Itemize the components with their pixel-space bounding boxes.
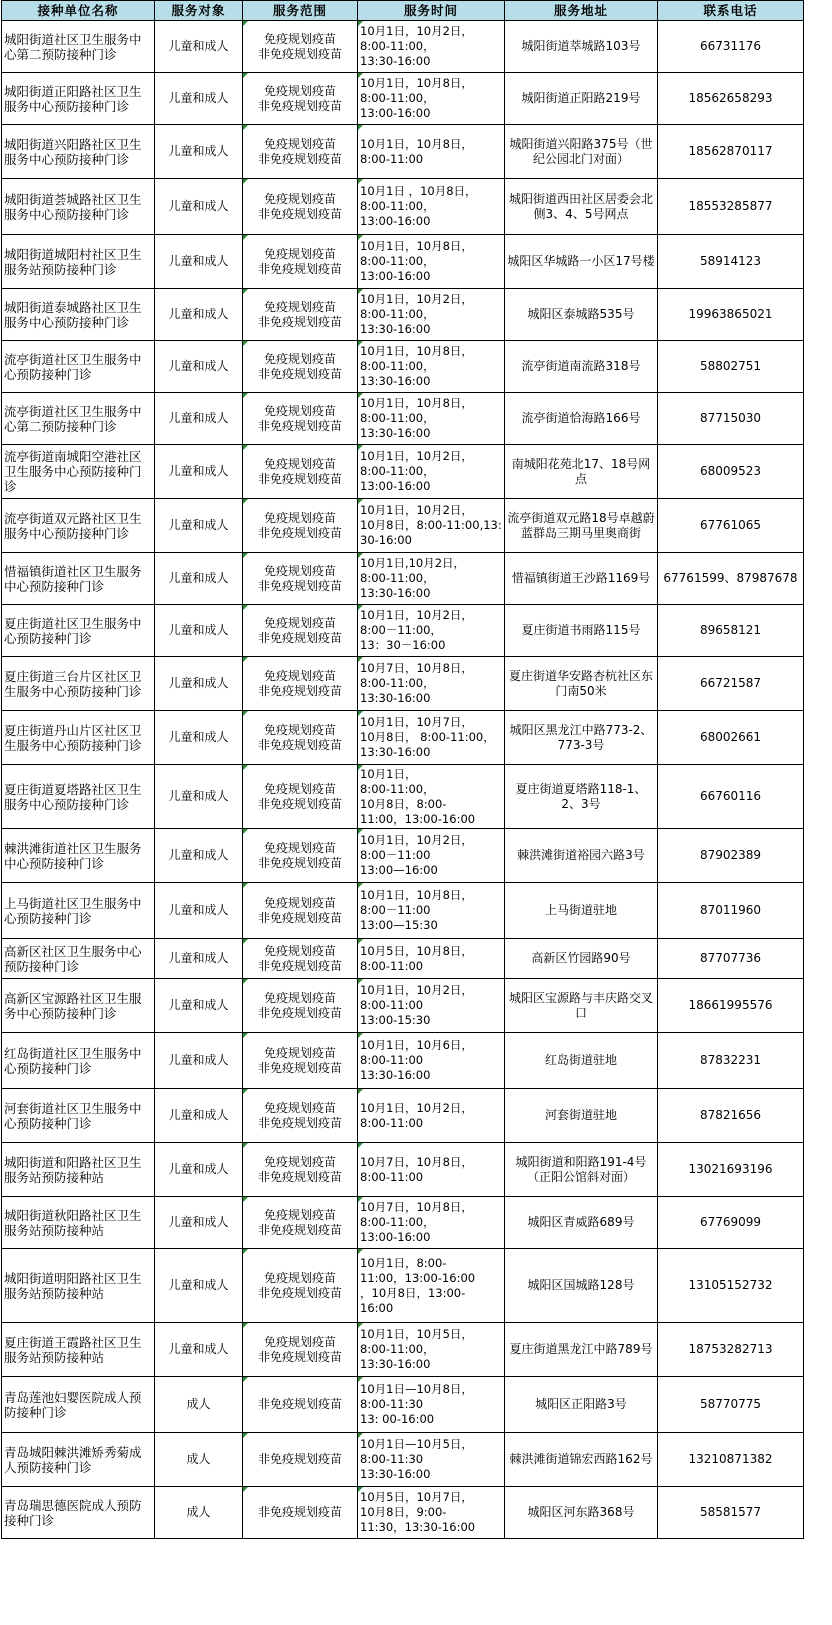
table-row [2, 125, 804, 179]
cell-contact-phone: 66721587 [658, 657, 804, 711]
cell-unit-name: 棘洪滩街道社区卫生服务中心预防接种门诊 [2, 829, 155, 883]
cell-service-target: 儿童和成人 [155, 765, 243, 829]
cell-service-target: 儿童和成人 [155, 341, 243, 393]
cell-service-time: 10月1日 ，10月8日， 8:00-11:00， 13:00-16:00 [358, 179, 505, 235]
cell-service-time: 10月1日，10月8日， 8:00-11:00， 13:30-16:00 [358, 393, 505, 445]
cell-service-address: 棘洪滩街道裕园六路3号 [505, 829, 658, 883]
cell-service-address: 红岛街道驻地 [505, 1033, 658, 1089]
cell-contact-phone: 87707736 [658, 939, 804, 979]
table-row [2, 1323, 804, 1377]
table-row [2, 979, 804, 1033]
cell-service-time: 10月1日，10月2日， 8:00-11:00 [358, 1089, 505, 1143]
cell-service-address: 城阳区青威路689号 [505, 1197, 658, 1249]
cell-service-scope: 免疫规划疫苗 非免疫规划疫苗 [243, 1323, 358, 1377]
cell-service-time: 10月1日，10月2日， 8:00-11:00 13:00-15:30 [358, 979, 505, 1033]
cell-unit-name: 夏庄街道丹山片区社区卫生服务中心预防接种门诊 [2, 711, 155, 765]
cell-contact-phone: 67769099 [658, 1197, 804, 1249]
cell-unit-name: 夏庄街道社区卫生服务中心预防接种门诊 [2, 605, 155, 657]
table-row [2, 1433, 804, 1487]
cell-service-target: 儿童和成人 [155, 73, 243, 125]
cell-unit-name: 城阳街道泰城路社区卫生服务中心预防接种门诊 [2, 289, 155, 341]
cell-unit-name: 城阳街道城阳村社区卫生服务站预防接种门诊 [2, 235, 155, 289]
cell-service-address: 河套街道驻地 [505, 1089, 658, 1143]
header-address: 服务地址 [505, 1, 658, 21]
cell-unit-name: 流亭街道社区卫生服务中心第二预防接种门诊 [2, 393, 155, 445]
cell-contact-phone: 18661995576 [658, 979, 804, 1033]
cell-service-scope: 免疫规划疫苗 非免疫规划疫苗 [243, 829, 358, 883]
cell-service-scope: 免疫规划疫苗 非免疫规划疫苗 [243, 1197, 358, 1249]
cell-service-time: 10月1日，10月8日， 8:00-11:00， 13:00-16:00 [358, 73, 505, 125]
header-time: 服务时间 [358, 1, 505, 21]
cell-service-address: 城阳区宝源路与丰庆路交叉口 [505, 979, 658, 1033]
cell-service-target: 儿童和成人 [155, 657, 243, 711]
cell-service-address: 城阳区正阳路3号 [505, 1377, 658, 1433]
cell-unit-name: 城阳街道明阳路社区卫生服务站预防接种站 [2, 1249, 155, 1323]
cell-service-address: 棘洪滩街道锦宏西路162号 [505, 1433, 658, 1487]
cell-service-time: 10月1日，8:00- 11:00，13:00-16:00 ，10月8日，13:00- 16:00 [358, 1249, 505, 1323]
cell-service-time: 10月1日,10月2日， 8:00-11:00， 13:30-16:00 [358, 553, 505, 605]
cell-contact-phone: 87832231 [658, 1033, 804, 1089]
table-row [2, 179, 804, 235]
cell-unit-name: 城阳街道秋阳路社区卫生服务站预防接种站 [2, 1197, 155, 1249]
cell-contact-phone: 68002661 [658, 711, 804, 765]
cell-service-scope: 免疫规划疫苗 非免疫规划疫苗 [243, 553, 358, 605]
cell-service-target: 成人 [155, 1377, 243, 1433]
table-body [2, 21, 804, 1539]
cell-contact-phone: 18553285877 [658, 179, 804, 235]
cell-service-address: 夏庄街道黑龙江中路789号 [505, 1323, 658, 1377]
table-row [2, 21, 804, 73]
cell-service-target: 儿童和成人 [155, 1249, 243, 1323]
cell-service-address: 城阳区河东路368号 [505, 1487, 658, 1539]
cell-contact-phone: 67761599、87987678 [658, 553, 804, 605]
cell-service-target: 儿童和成人 [155, 605, 243, 657]
cell-service-time: 10月1日，10月2日， 10月8日，8:00-11:00,13:30-16:00 [358, 499, 505, 553]
cell-service-address: 流亭街道恰海路166号 [505, 393, 658, 445]
cell-service-target: 儿童和成人 [155, 553, 243, 605]
cell-service-target: 儿童和成人 [155, 711, 243, 765]
cell-service-address: 夏庄街道书雨路115号 [505, 605, 658, 657]
cell-unit-name: 青岛城阳棘洪滩矫秀菊成人预防接种门诊 [2, 1433, 155, 1487]
cell-service-scope: 免疫规划疫苗 非免疫规划疫苗 [243, 73, 358, 125]
cell-service-address: 城阳街道和阳路191-4号（正阳公馆斜对面） [505, 1143, 658, 1197]
cell-service-address: 惜福镇街道王沙路1169号 [505, 553, 658, 605]
cell-service-scope: 免疫规划疫苗 非免疫规划疫苗 [243, 1143, 358, 1197]
cell-service-address: 南城阳花苑北17、18号网点 [505, 445, 658, 499]
cell-service-address: 上马街道驻地 [505, 883, 658, 939]
cell-service-scope: 非免疫规划疫苗 [243, 1377, 358, 1433]
cell-unit-name: 城阳街道和阳路社区卫生服务站预防接种站 [2, 1143, 155, 1197]
header-scope: 服务范围 [243, 1, 358, 21]
cell-service-target: 儿童和成人 [155, 499, 243, 553]
cell-service-time: 10月1日， 8:00-11:00， 10月8日，8:00- 11:00，13:00-16:00 [358, 765, 505, 829]
cell-contact-phone: 58770775 [658, 1377, 804, 1433]
cell-service-target: 儿童和成人 [155, 21, 243, 73]
cell-contact-phone: 18562870117 [658, 125, 804, 179]
table-row [2, 1033, 804, 1089]
cell-service-address: 城阳街道正阳路219号 [505, 73, 658, 125]
cell-unit-name: 城阳街道社区卫生服务中心第二预防接种门诊 [2, 21, 155, 73]
table-row [2, 289, 804, 341]
cell-unit-name: 青岛瑞思德医院成人预防接种门诊 [2, 1487, 155, 1539]
cell-service-time: 10月1日，10月8日， 8:00-11:00， 13:30-16:00 [358, 341, 505, 393]
cell-contact-phone: 66760116 [658, 765, 804, 829]
cell-service-scope: 免疫规划疫苗 非免疫规划疫苗 [243, 765, 358, 829]
cell-service-target: 儿童和成人 [155, 829, 243, 883]
cell-service-address: 夏庄街道夏塔路118-1、2、3号 [505, 765, 658, 829]
table-row [2, 765, 804, 829]
table-row [2, 499, 804, 553]
header-name: 接种单位名称 [2, 1, 155, 21]
cell-service-scope: 免疫规划疫苗 非免疫规划疫苗 [243, 445, 358, 499]
cell-unit-name: 流亭街道双元路社区卫生服务中心预防接种门诊 [2, 499, 155, 553]
table-row [2, 73, 804, 125]
cell-contact-phone: 19963865021 [658, 289, 804, 341]
table-row [2, 1089, 804, 1143]
cell-contact-phone: 58581577 [658, 1487, 804, 1539]
cell-service-target: 儿童和成人 [155, 1197, 243, 1249]
cell-contact-phone: 87821656 [658, 1089, 804, 1143]
cell-contact-phone: 18562658293 [658, 73, 804, 125]
cell-service-time: 10月1日—10月5日， 8:00-11:30 13:30-16:00 [358, 1433, 505, 1487]
cell-service-scope: 免疫规划疫苗 非免疫规划疫苗 [243, 393, 358, 445]
cell-unit-name: 城阳街道兴阳路社区卫生服务中心预防接种门诊 [2, 125, 155, 179]
cell-service-scope: 免疫规划疫苗 非免疫规划疫苗 [243, 1033, 358, 1089]
cell-unit-name: 高新区社区卫生服务中心预防接种门诊 [2, 939, 155, 979]
cell-unit-name: 上马街道社区卫生服务中心预防接种门诊 [2, 883, 155, 939]
cell-unit-name: 流亭街道南城阳空港社区卫生服务中心预防接种门诊 [2, 445, 155, 499]
cell-contact-phone: 68009523 [658, 445, 804, 499]
cell-service-target: 儿童和成人 [155, 289, 243, 341]
cell-service-address: 城阳街道兴阳路375号（世纪公园北门对面） [505, 125, 658, 179]
cell-unit-name: 高新区宝源路社区卫生服务中心预防接种门诊 [2, 979, 155, 1033]
table-row [2, 1377, 804, 1433]
cell-unit-name: 河套街道社区卫生服务中心预防接种门诊 [2, 1089, 155, 1143]
cell-service-target: 成人 [155, 1487, 243, 1539]
cell-service-target: 儿童和成人 [155, 1089, 243, 1143]
cell-service-scope: 免疫规划疫苗 非免疫规划疫苗 [243, 657, 358, 711]
table-row [2, 711, 804, 765]
cell-unit-name: 红岛街道社区卫生服务中心预防接种门诊 [2, 1033, 155, 1089]
cell-service-address: 流亭街道双元路18号卓越蔚蓝群岛三期马里奥商街 [505, 499, 658, 553]
table-row [2, 657, 804, 711]
cell-service-target: 儿童和成人 [155, 1143, 243, 1197]
cell-service-time: 10月7日，10月8日， 8:00-11:00， 13:00-16:00 [358, 1197, 505, 1249]
cell-service-scope: 免疫规划疫苗 非免疫规划疫苗 [243, 1089, 358, 1143]
cell-service-scope: 免疫规划疫苗 非免疫规划疫苗 [243, 499, 358, 553]
table-row [2, 605, 804, 657]
table-row [2, 445, 804, 499]
cell-service-target: 儿童和成人 [155, 1323, 243, 1377]
cell-service-target: 儿童和成人 [155, 445, 243, 499]
cell-contact-phone: 13210871382 [658, 1433, 804, 1487]
cell-service-address: 城阳区泰城路535号 [505, 289, 658, 341]
cell-service-address: 夏庄街道华安路杏杭社区东门南50米 [505, 657, 658, 711]
cell-contact-phone: 13105152732 [658, 1249, 804, 1323]
cell-contact-phone: 67761065 [658, 499, 804, 553]
cell-service-target: 儿童和成人 [155, 125, 243, 179]
cell-service-time: 10月7日，10月8日， 8:00-11:00 [358, 1143, 505, 1197]
cell-service-scope: 非免疫规划疫苗 [243, 1487, 358, 1539]
cell-service-target: 儿童和成人 [155, 179, 243, 235]
cell-contact-phone: 87011960 [658, 883, 804, 939]
table-row [2, 341, 804, 393]
cell-service-time: 10月1日，10月2日， 8:00-11:00， 13:30-16:00 [358, 21, 505, 73]
cell-contact-phone: 58914123 [658, 235, 804, 289]
cell-service-address: 城阳区黑龙江中路773-2、773-3号 [505, 711, 658, 765]
cell-contact-phone: 66731176 [658, 21, 804, 73]
table-row [2, 1249, 804, 1323]
cell-service-address: 城阳区华城路一小区17号楼 [505, 235, 658, 289]
cell-service-time: 10月1日，10月8日， 8:00-11:00 [358, 125, 505, 179]
cell-service-address: 流亭街道南流路318号 [505, 341, 658, 393]
table-row [2, 939, 804, 979]
cell-service-scope: 免疫规划疫苗 非免疫规划疫苗 [243, 341, 358, 393]
cell-service-scope: 免疫规划疫苗 非免疫规划疫苗 [243, 179, 358, 235]
cell-contact-phone: 58802751 [658, 341, 804, 393]
cell-service-time: 10月1日，10月2日， 8:00－11:00， 13：30－16:00 [358, 605, 505, 657]
table-row [2, 1143, 804, 1197]
cell-unit-name: 城阳街道正阳路社区卫生服务中心预防接种门诊 [2, 73, 155, 125]
cell-service-time: 10月1日，10月7日， 10月8日， 8:00-11:00，13:30-16:00 [358, 711, 505, 765]
cell-service-scope: 免疫规划疫苗 非免疫规划疫苗 [243, 1249, 358, 1323]
cell-contact-phone: 13021693196 [658, 1143, 804, 1197]
cell-service-time: 10月1日，10月2日， 8:00－11:00 13:00—16:00 [358, 829, 505, 883]
cell-service-target: 儿童和成人 [155, 883, 243, 939]
cell-contact-phone: 89658121 [658, 605, 804, 657]
table-row [2, 1197, 804, 1249]
cell-service-target: 成人 [155, 1433, 243, 1487]
cell-service-target: 儿童和成人 [155, 939, 243, 979]
cell-service-time: 10月1日，10月5日， 8:00-11:00， 13:30-16:00 [358, 1323, 505, 1377]
cell-service-time: 10月5日，10月8日， 8:00-11:00 [358, 939, 505, 979]
cell-service-scope: 免疫规划疫苗 非免疫规划疫苗 [243, 711, 358, 765]
table-row [2, 829, 804, 883]
cell-service-target: 儿童和成人 [155, 393, 243, 445]
header-row [2, 1, 804, 21]
table-row [2, 1487, 804, 1539]
cell-service-target: 儿童和成人 [155, 235, 243, 289]
cell-service-address: 城阳区国城路128号 [505, 1249, 658, 1323]
cell-contact-phone: 87715030 [658, 393, 804, 445]
cell-service-time: 10月1日—10月8日， 8:00-11:30 13: 00-16:00 [358, 1377, 505, 1433]
cell-service-time: 10月1日，10月2日， 8:00-11:00， 13:00-16:00 [358, 445, 505, 499]
cell-unit-name: 夏庄街道王霞路社区卫生服务站预防接种站 [2, 1323, 155, 1377]
cell-service-scope: 免疫规划疫苗 非免疫规划疫苗 [243, 883, 358, 939]
cell-unit-name: 惜福镇街道社区卫生服务中心预防接种门诊 [2, 553, 155, 605]
cell-unit-name: 城阳街道荟城路社区卫生服务中心预防接种门诊 [2, 179, 155, 235]
cell-service-scope: 免疫规划疫苗 非免疫规划疫苗 [243, 289, 358, 341]
cell-service-scope: 免疫规划疫苗 非免疫规划疫苗 [243, 125, 358, 179]
cell-service-target: 儿童和成人 [155, 979, 243, 1033]
cell-unit-name: 青岛莲池妇婴医院成人预防接种门诊 [2, 1377, 155, 1433]
cell-service-time: 10月1日，10月8日， 8:00－11:00 13:00—15:30 [358, 883, 505, 939]
vaccination-clinic-table [1, 0, 804, 1539]
cell-service-address: 城阳街道萃城路103号 [505, 21, 658, 73]
cell-service-time: 10月1日，10月6日， 8:00-11:00 13:30-16:00 [358, 1033, 505, 1089]
cell-service-time: 10月5日，10月7日， 10月8日，9:00- 11:30，13:30-16:00 [358, 1487, 505, 1539]
cell-service-time: 10月7日，10月8日， 8:00-11:00， 13:30-16:00 [358, 657, 505, 711]
cell-service-scope: 免疫规划疫苗 非免疫规划疫苗 [243, 605, 358, 657]
cell-service-address: 城阳街道西田社区居委会北侧3、4、5号网点 [505, 179, 658, 235]
table-row [2, 883, 804, 939]
cell-unit-name: 流亭街道社区卫生服务中心预防接种门诊 [2, 341, 155, 393]
table-row [2, 553, 804, 605]
cell-service-scope: 免疫规划疫苗 非免疫规划疫苗 [243, 939, 358, 979]
cell-service-address: 高新区竹园路90号 [505, 939, 658, 979]
cell-service-scope: 免疫规划疫苗 非免疫规划疫苗 [243, 979, 358, 1033]
cell-service-time: 10月1日，10月2日， 8:00-11:00， 13:30-16:00 [358, 289, 505, 341]
table-row [2, 393, 804, 445]
cell-unit-name: 夏庄街道夏塔路社区卫生服务中心预防接种门诊 [2, 765, 155, 829]
cell-contact-phone: 18753282713 [658, 1323, 804, 1377]
cell-contact-phone: 87902389 [658, 829, 804, 883]
cell-service-target: 儿童和成人 [155, 1033, 243, 1089]
cell-service-scope: 免疫规划疫苗 非免疫规划疫苗 [243, 235, 358, 289]
header-target: 服务对象 [155, 1, 243, 21]
cell-service-scope: 非免疫规划疫苗 [243, 1433, 358, 1487]
table-row [2, 235, 804, 289]
cell-service-scope: 免疫规划疫苗 非免疫规划疫苗 [243, 21, 358, 73]
cell-service-time: 10月1日，10月8日， 8:00-11:00， 13:00-16:00 [358, 235, 505, 289]
cell-unit-name: 夏庄街道三台片区社区卫生服务中心预防接种门诊 [2, 657, 155, 711]
header-phone: 联系电话 [658, 1, 804, 21]
